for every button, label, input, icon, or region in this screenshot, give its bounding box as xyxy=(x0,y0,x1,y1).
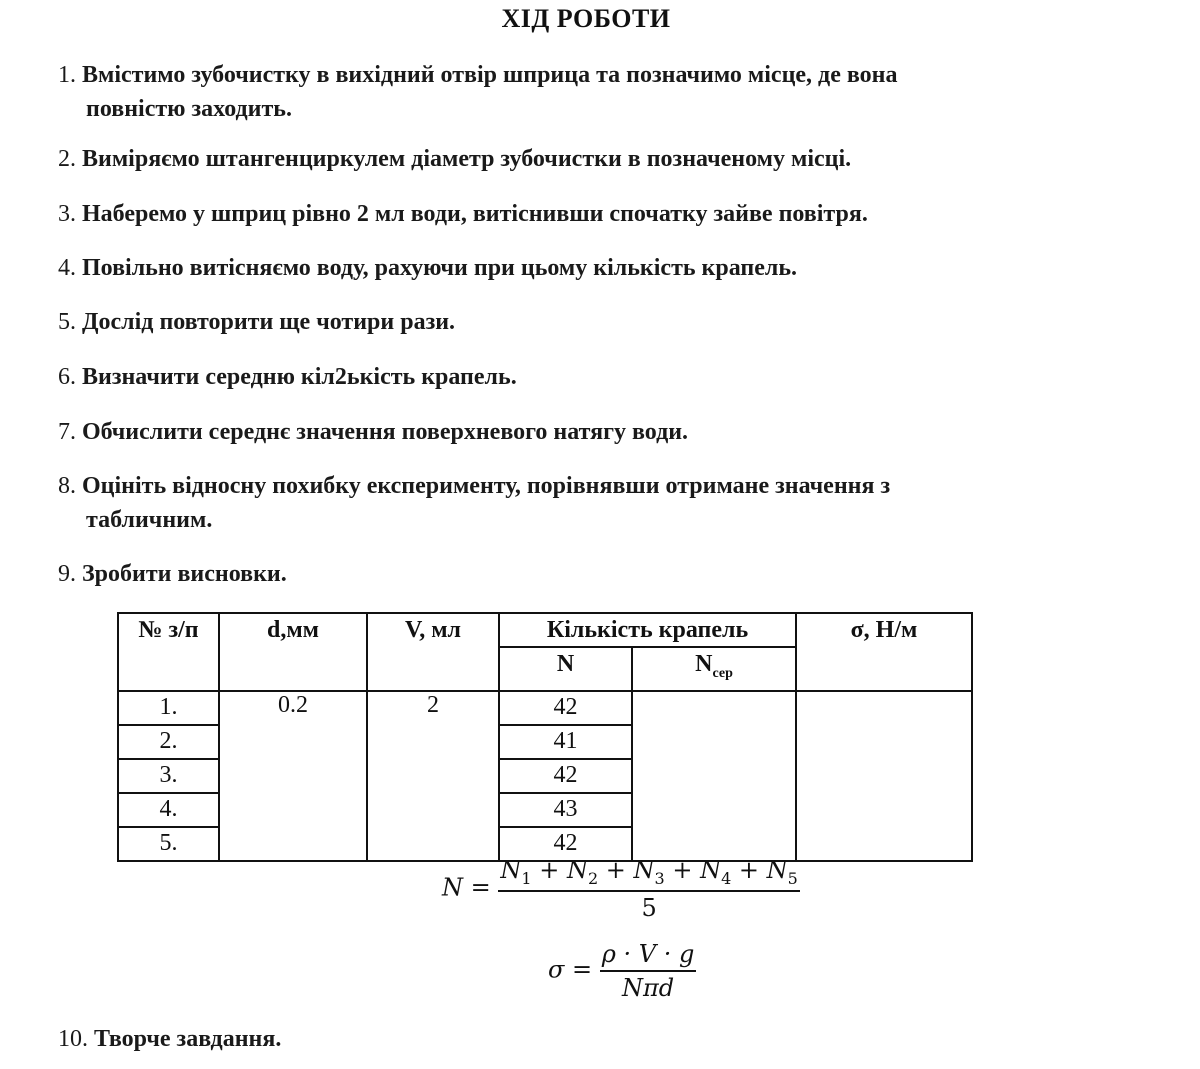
step-number: 10. xyxy=(58,1026,88,1052)
step-1 xyxy=(58,58,1118,126)
formula-numerator: $N_1 + N_2 + N_3 + N_4 + N_5$ xyxy=(498,856,799,892)
drop-count: 42 xyxy=(499,691,632,725)
header-volume: V, мл xyxy=(367,613,499,691)
header-index: № з/п xyxy=(118,613,219,691)
header-nmean-base: N xyxy=(695,651,713,677)
step-4 xyxy=(58,251,1118,285)
step-text: Обчислити середнє значення поверхневого натягу води. xyxy=(82,419,689,445)
header-nmean-sub: сер xyxy=(712,665,733,681)
drop-count: 43 xyxy=(499,793,632,827)
formula-fraction xyxy=(600,940,697,1002)
formula-lhs: σ = xyxy=(548,955,593,984)
table-row xyxy=(118,691,972,725)
drop-count: 42 xyxy=(499,827,632,861)
header-diameter: d,мм xyxy=(219,613,367,691)
step-text: Оцініть відносну похибку експерименту, порівнявши отримане значення з xyxy=(82,473,891,499)
header-n: N xyxy=(499,647,632,691)
formula-numerator: ρ · V · g xyxy=(600,940,697,972)
row-index: 4. xyxy=(118,793,219,827)
step-number: 1. xyxy=(58,62,76,88)
header-drops: Кількість крапель xyxy=(499,613,796,647)
step-7 xyxy=(58,415,1118,449)
step-text: Зробити висновки. xyxy=(82,561,287,587)
step-6 xyxy=(58,360,1118,394)
step-text-continuation: табличним. xyxy=(86,507,213,533)
step-number: 2. xyxy=(58,146,76,172)
step-text: Повільно витісняємо воду, рахуючи при цьому кількість крапель. xyxy=(82,255,798,281)
sigma-cell xyxy=(796,691,972,861)
step-3 xyxy=(58,197,1118,231)
drop-count: 42 xyxy=(499,759,632,793)
formula-fraction xyxy=(498,856,799,922)
row-index: 5. xyxy=(118,827,219,861)
header-nmean xyxy=(632,647,796,691)
step-text: Виміряємо штангенциркулем діаметр зубочистки в позначеному місці. xyxy=(82,146,852,172)
step-number: 8. xyxy=(58,473,76,499)
drop-count: 41 xyxy=(499,725,632,759)
volume-value: 2 xyxy=(367,691,499,861)
formula-lhs: N = xyxy=(442,873,491,902)
step-number: 6. xyxy=(58,364,76,390)
formula-denominator: Nπd xyxy=(621,974,675,1002)
step-text: Вмістимо зубочистку в вихідний отвір шприца та позначимо місце, де вона xyxy=(82,62,898,88)
step-number: 9. xyxy=(58,561,76,587)
mean-drops-formula xyxy=(442,856,800,922)
step-number: 4. xyxy=(58,255,76,281)
step-number: 3. xyxy=(58,201,76,227)
step-number: 5. xyxy=(58,309,76,335)
step-8 xyxy=(58,469,1118,537)
step-number: 7. xyxy=(58,419,76,445)
step-text-continuation: повністю заходить. xyxy=(86,96,292,122)
formula-denominator: 5 xyxy=(641,893,657,922)
step-text: Визначити середню кіл2ькість крапель. xyxy=(82,364,517,390)
row-index: 3. xyxy=(118,759,219,793)
header-sigma: σ, Н/м xyxy=(796,613,972,691)
step-5 xyxy=(58,305,1118,339)
results-table xyxy=(117,612,973,862)
step-text: Наберемо у шприц рівно 2 мл води, витіснивши спочатку зайве повітря. xyxy=(82,201,868,227)
step-9 xyxy=(58,557,1118,591)
nmean-cell xyxy=(632,691,796,861)
step-2 xyxy=(58,142,1118,176)
diameter-value: 0.2 xyxy=(219,691,367,861)
step-text: Дослід повторити ще чотири рази. xyxy=(82,309,456,335)
surface-tension-formula xyxy=(548,940,696,1002)
step-10 xyxy=(58,1022,1118,1056)
row-index: 2. xyxy=(118,725,219,759)
page-title: ХІД РОБОТИ xyxy=(501,4,671,33)
row-index: 1. xyxy=(118,691,219,725)
step-text: Творче завдання. xyxy=(94,1026,282,1052)
